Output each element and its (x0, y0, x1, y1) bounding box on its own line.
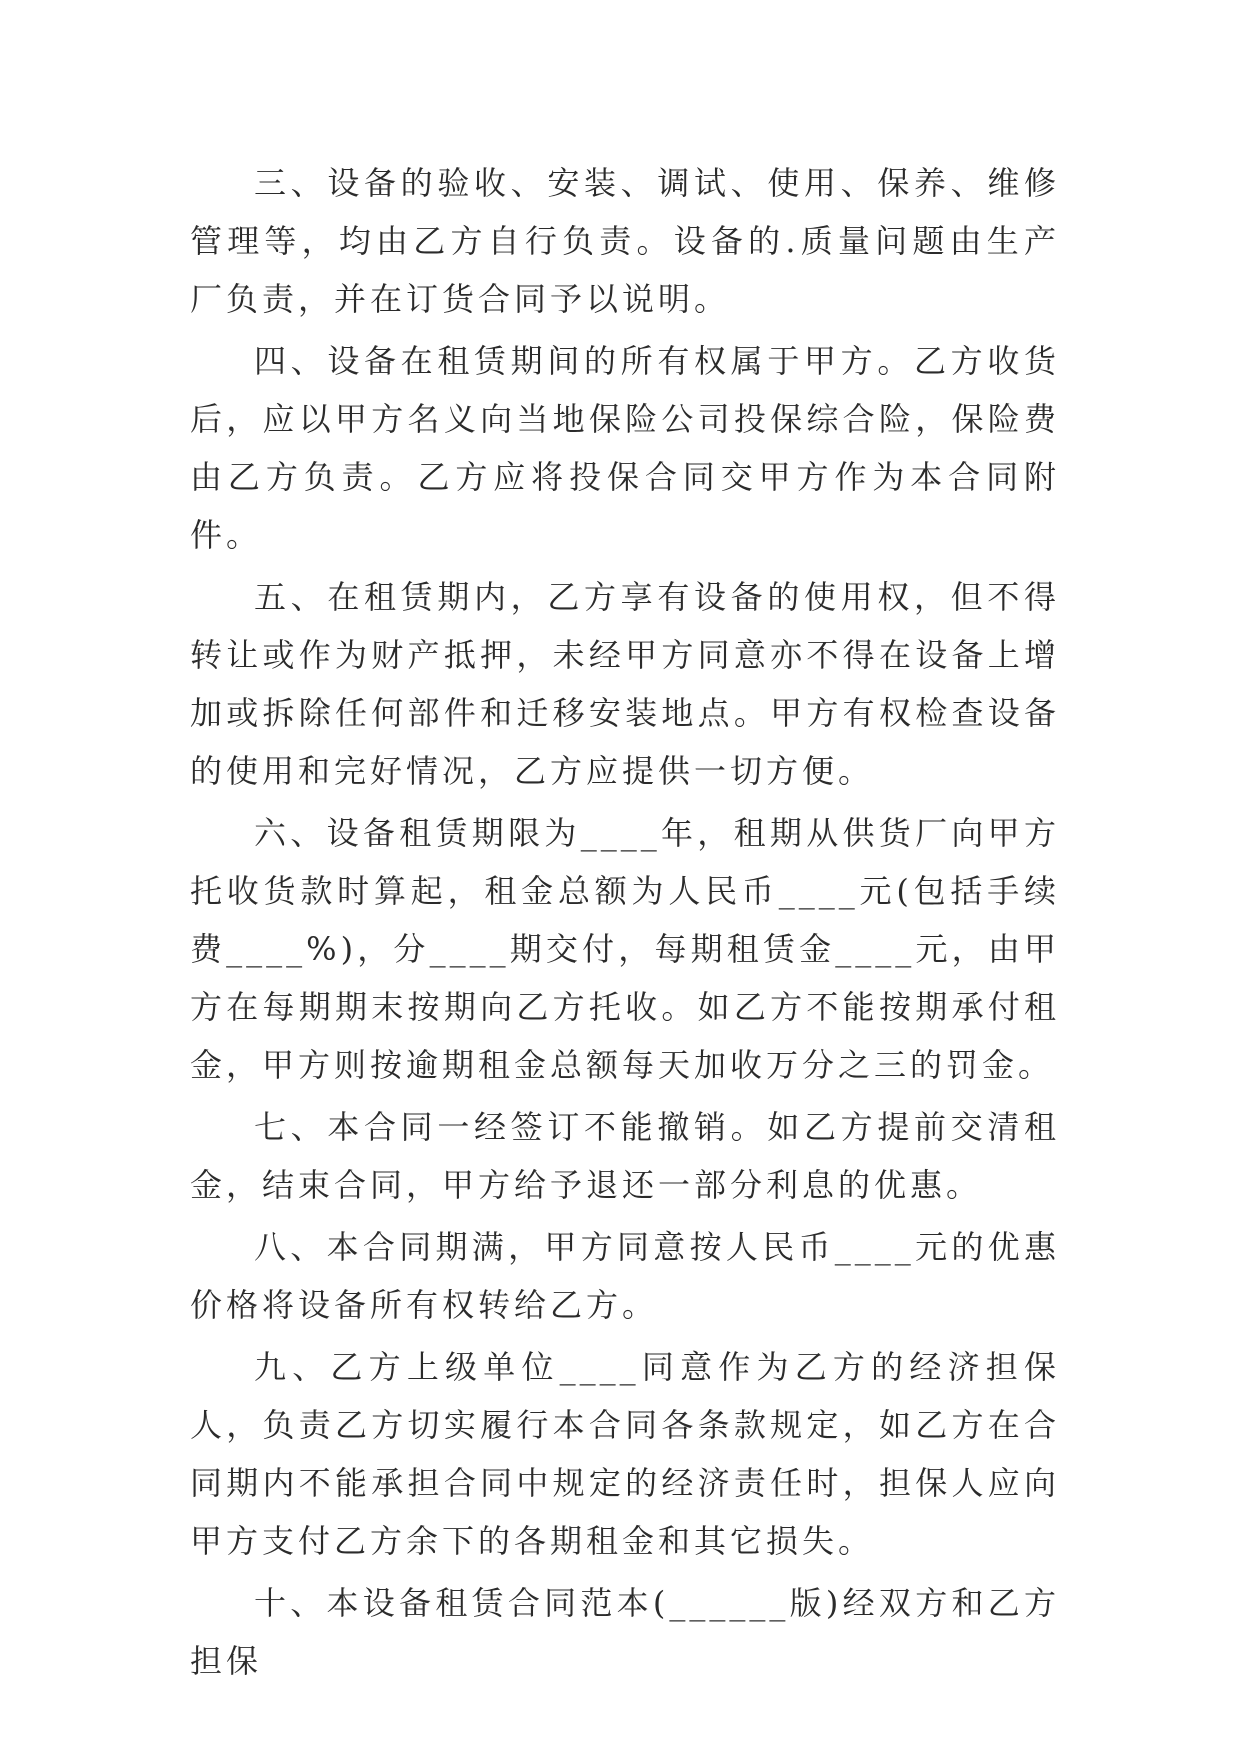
clause-5-paragraph: 五、在租赁期内，乙方享有设备的使用权，但不得转让或作为财产抵押，未经甲方同意亦不得在设备上增加或拆除任何部件和迁移安装地点。甲方有权检查设备的使用和完好情况，乙方应提供一切方便。 (190, 578, 1060, 790)
clause-7-paragraph: 七、本合同一经签订不能撤销。如乙方提前交清租金，结束合同，甲方给予退还一部分利息的优惠。 (190, 1108, 1060, 1204)
clause-8-paragraph: 八、本合同期满，甲方同意按人民币____元的优惠价格将设备所有权转给乙方。 (190, 1228, 1060, 1324)
clause-4-paragraph: 四、设备在租赁期间的所有权属于甲方。乙方收货后，应以甲方名义向当地保险公司投保综合险，保险费由乙方负责。乙方应将投保合同交甲方作为本合同附件。 (190, 342, 1060, 554)
contract-body (190, 154, 1060, 1694)
clause-3-paragraph: 三、设备的验收、安装、调试、使用、保养、维修管理等，均由乙方自行负责。设备的.质量问题由生产厂负责，并在订货合同予以说明。 (190, 164, 1060, 318)
clause-10-paragraph: 十、本设备租赁合同范本(______版)经双方和乙方担保 (190, 1584, 1060, 1680)
clause-9-paragraph: 九、乙方上级单位____同意作为乙方的经济担保人，负责乙方切实履行本合同各条款规定，如乙方在合同期内不能承担合同中规定的经济责任时，担保人应向甲方支付乙方余下的各期租金和其它损失。 (190, 1348, 1060, 1560)
clause-6-paragraph: 六、设备租赁期限为____年，租期从供货厂向甲方托收货款时算起，租金总额为人民币____元(包括手续费____%)，分____期交付，每期租赁金____元，由甲方在每期期末按期向乙方托收。如乙方不能按期承付租金，甲方则按逾期租金总额每天加收万分之三的罚金。 (190, 814, 1060, 1084)
